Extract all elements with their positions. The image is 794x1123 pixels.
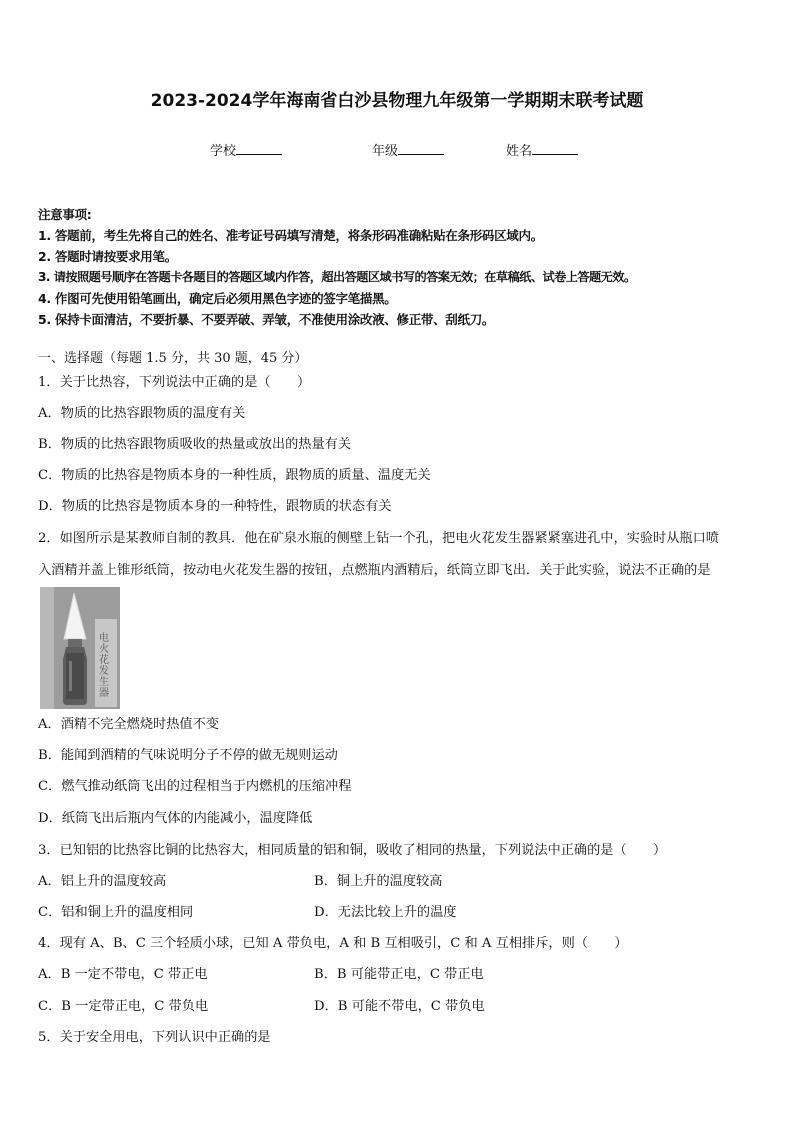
q1-option-d: D．物质的比热容是物质本身的一种特性，跟物质的状态有关 xyxy=(38,499,392,514)
notice-item-1: 1. 答题前，考生先将自己的姓名、准考证号码填写清楚，将条形码准确粘贴在条形码区域内。 xyxy=(38,228,543,243)
spark-generator-label: 电火花发生器 xyxy=(99,633,109,699)
name-label: 姓名 xyxy=(506,144,533,159)
school-field[interactable] xyxy=(210,140,282,159)
q1-option-a: A．物质的比热容跟物质的温度有关 xyxy=(38,406,246,421)
q2-option-c: C．燃气推动纸筒飞出的过程相当于内燃机的压缩冲程 xyxy=(38,779,352,794)
q2-stem-line2: 入酒精并盖上锥形纸筒，按动电火花发生器的按钮，点燃瓶内酒精后，纸筒立即飞出．关于此实验，说法不正确的是 xyxy=(38,563,711,578)
exam-title: 2023-2024学年海南省白沙县物理九年级第一学期期末联考试题 xyxy=(150,91,644,111)
q3-option-a: A．铝上升的温度较高 xyxy=(38,874,167,889)
school-blank[interactable] xyxy=(236,142,282,155)
notice-item-3: 3. 请按照题号顺序在答题卡各题目的答题区域内作答，超出答题区域书写的答案无效；在草稿纸、试卷上答题无效。 xyxy=(38,270,636,284)
q2-option-b: B．能闻到酒精的气味说明分子不停的做无规则运动 xyxy=(38,748,338,763)
q4-stem: 4．现有 A、B、C 三个轻质小球，已知 A 带负电，A 和 B 互相吸引，C 和 A 互相排斥，则（ ） xyxy=(38,936,628,951)
q2-option-a: A．酒精不完全燃烧时热值不变 xyxy=(38,717,219,732)
q1-option-b: B．物质的比热容跟物质吸收的热量或放出的热量有关 xyxy=(38,437,352,452)
student-info-row xyxy=(0,140,794,160)
q1-stem: 1．关于比热容，下列说法中正确的是（ ） xyxy=(38,375,311,390)
q4-option-a: A．B 一定不带电，C 带正电 xyxy=(38,967,208,982)
grade-label: 年级 xyxy=(372,144,399,159)
school-label: 学校 xyxy=(210,144,237,159)
notice-item-5: 5. 保持卡面清洁，不要折暴、不要弄破、弄皱，不准使用涂改液、修正带、刮纸刀。 xyxy=(38,312,495,327)
grade-field[interactable] xyxy=(372,140,444,159)
notice-block xyxy=(38,204,636,330)
q3-stem: 3．已知铝的比热容比铜的比热容大，相同质量的铝和铜，吸收了相同的热量，下列说法中正确的是（ ） xyxy=(38,843,667,858)
notice-item-2: 2. 答题时请按要求用笔。 xyxy=(38,249,177,264)
q3-option-d: D．无法比较上升的温度 xyxy=(314,905,457,920)
q4-option-c: C．B 一定带正电，C 带负电 xyxy=(38,999,209,1014)
section-heading: 一、选择题（每题 1.5 分，共 30 题，45 分） xyxy=(38,351,308,366)
bottle-experiment-photo xyxy=(40,587,120,709)
q2-stem-line1: 2．如图所示是某教师自制的教具．他在矿泉水瓶的侧壁上钻一个孔，把电火花发生器紧紧塞进孔中，实验时从瓶口喷 xyxy=(38,531,719,546)
notice-heading: 注意事项: xyxy=(38,207,92,222)
q3-option-c: C．铝和铜上升的温度相同 xyxy=(38,905,194,920)
notice-item-4: 4. 作图可先使用铅笔画出，确定后必须用黑色字迹的签字笔描黑。 xyxy=(38,291,397,306)
q3-option-b: B．铜上升的温度较高 xyxy=(314,874,443,889)
grade-blank[interactable] xyxy=(398,142,444,155)
q2-option-d: D．纸筒飞出后瓶内气体的内能减小，温度降低 xyxy=(38,811,313,826)
name-blank[interactable] xyxy=(532,142,578,155)
q4-option-d: D．B 可能不带电，C 带负电 xyxy=(314,999,485,1014)
q4-option-b: B．B 可能带正电，C 带正电 xyxy=(314,967,484,982)
name-field[interactable] xyxy=(506,140,578,159)
q1-option-c: C．物质的比热容是物质本身的一种性质，跟物质的质量、温度无关 xyxy=(38,468,431,483)
q5-stem: 5．关于安全用电，下列认识中正确的是 xyxy=(38,1030,271,1045)
